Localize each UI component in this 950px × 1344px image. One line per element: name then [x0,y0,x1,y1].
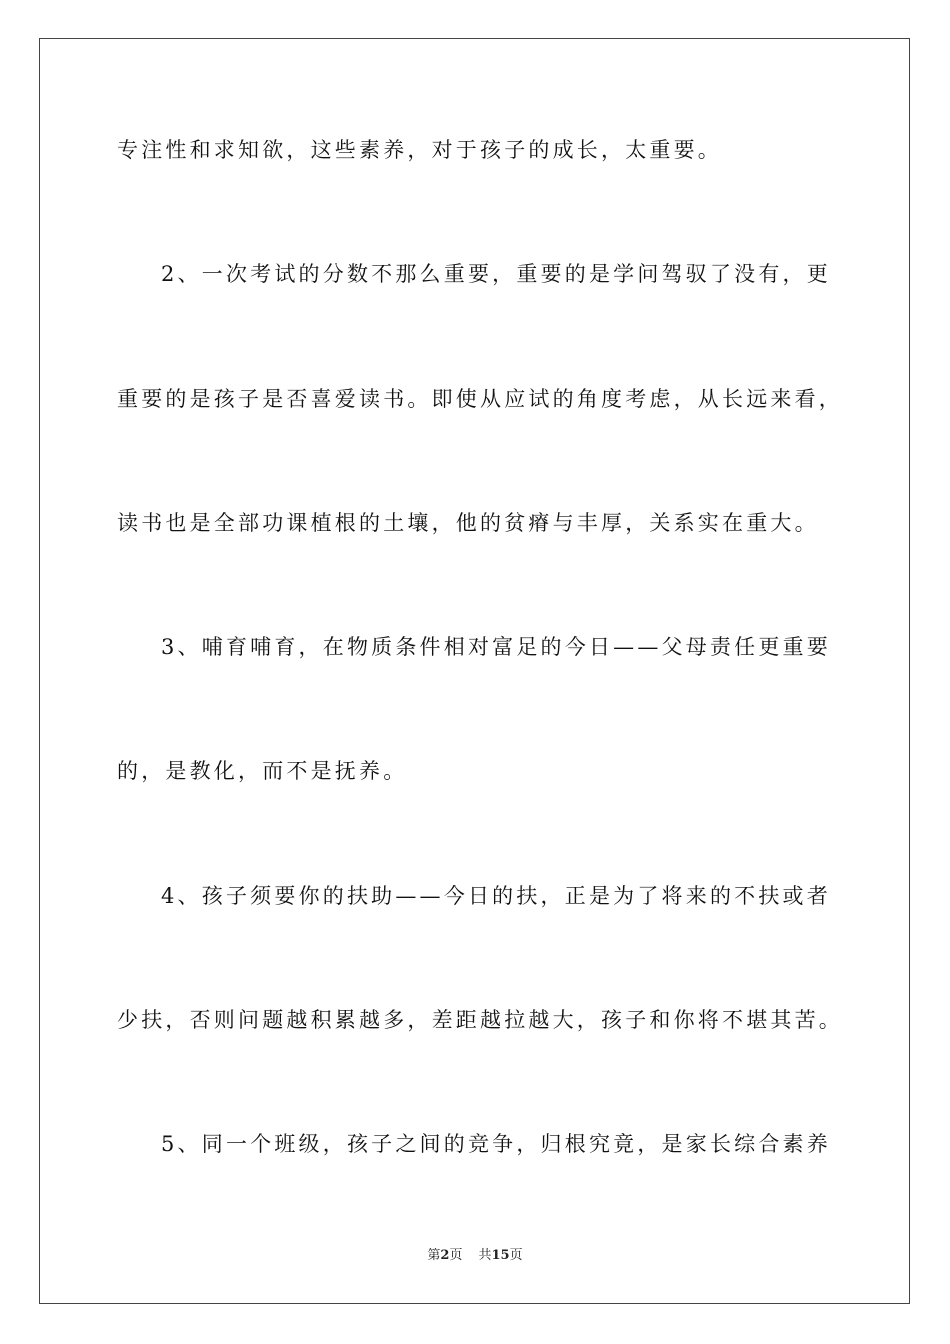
body-text-line: 少扶，否则问题越积累越多，差距越拉越大，孩子和你将不堪其苦。 [117,1008,843,1032]
body-text-line: 2、一次考试的分数不那么重要，重要的是学问驾驭了没有，更 [161,262,831,286]
body-text-line: 5、同一个班级，孩子之间的竞争，归根究竟，是家长综合素养 [161,1132,831,1156]
footer-total-number: 15 [491,1248,510,1263]
page-footer [0,1247,950,1265]
body-text-line: 3、哺育哺育，在物质条件相对富足的今日——父母责任更重要 [161,635,831,659]
body-text-line: 读书也是全部功课植根的土壤，他的贫瘠与丰厚，关系实在重大。 [117,511,819,535]
body-text-line: 4、孩子须要你的扶助——今日的扶，正是为了将来的不扶或者 [161,884,831,908]
footer-page-number: 2 [440,1248,450,1263]
body-text-line: 专注性和求知欲，这些素养，对于孩子的成长，太重要。 [117,138,722,162]
footer-total-suffix: 页 [509,1248,523,1263]
footer-page-suffix: 页 [449,1248,463,1263]
footer-page-prefix: 第 [427,1248,441,1263]
body-text-line: 重要的是孩子是否喜爱读书。即使从应试的角度考虑，从长远来看， [117,387,843,411]
body-text-line: 的，是教化，而不是抚养。 [117,759,408,783]
page-border [39,38,910,1304]
footer-total-prefix: 共 [478,1248,492,1263]
